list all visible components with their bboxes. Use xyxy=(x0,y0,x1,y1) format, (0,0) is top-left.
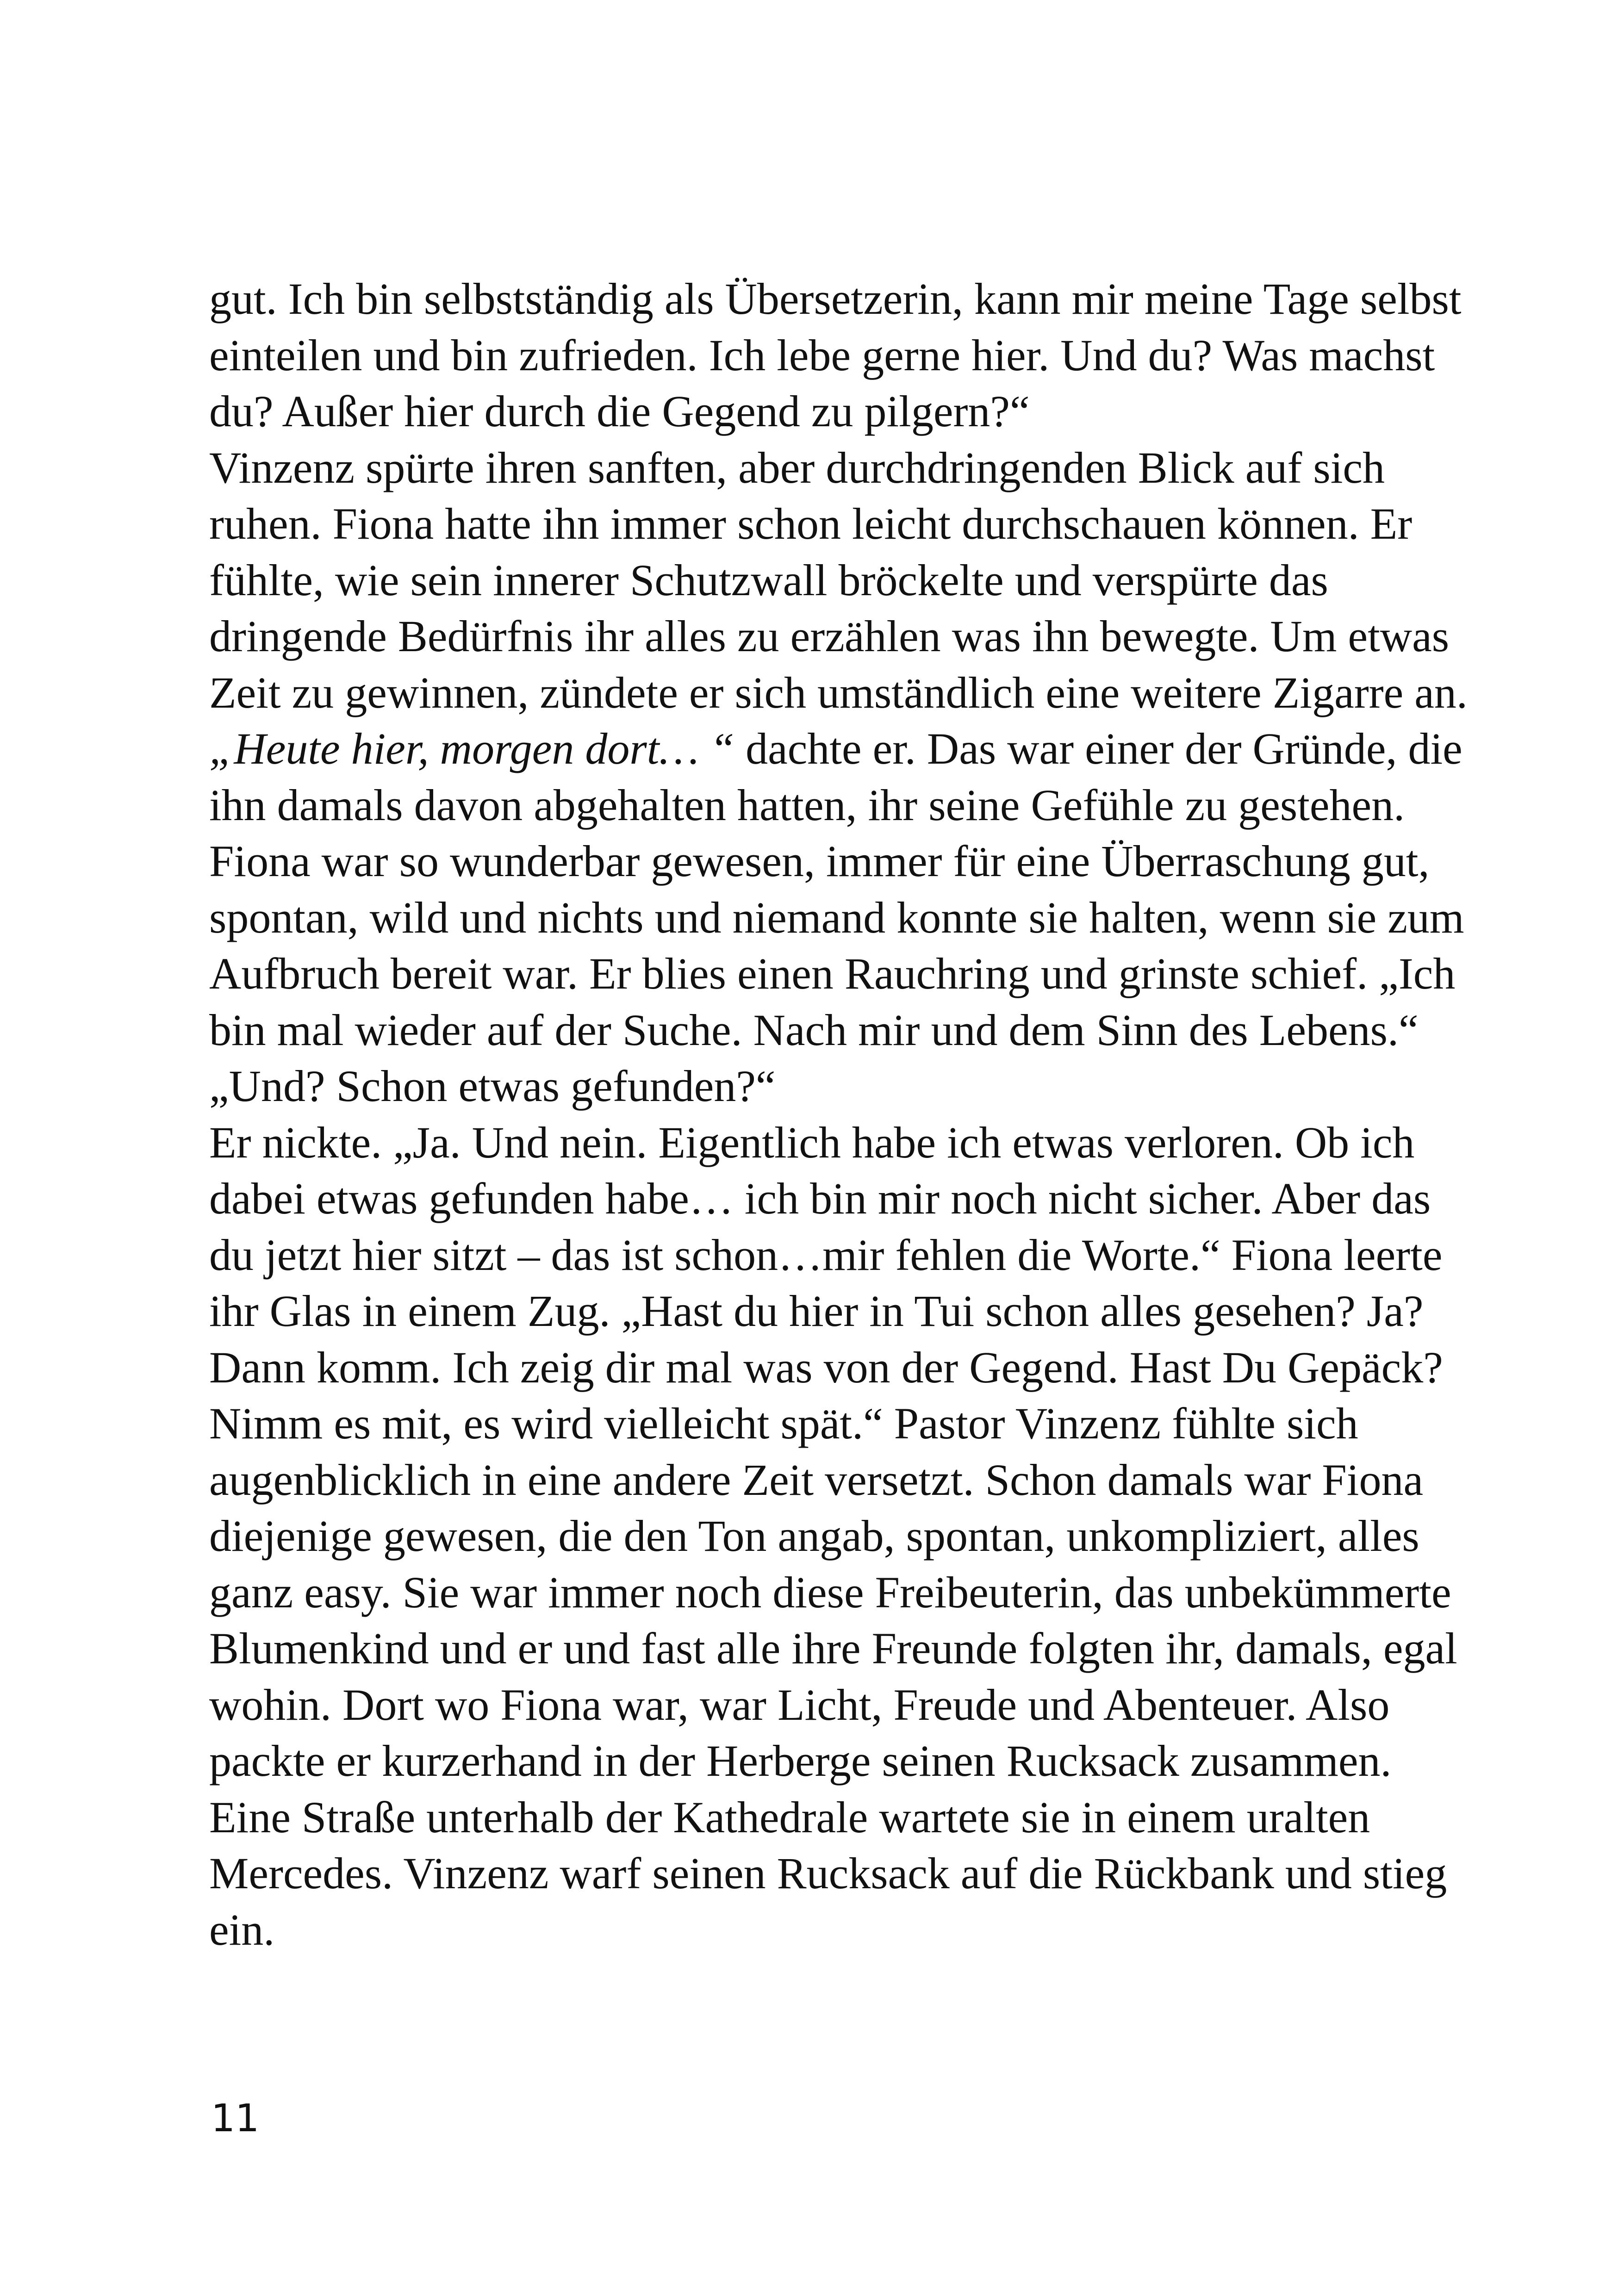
text-line: wohin. Dort wo Fiona war, war Licht, Freude und Abenteuer. Also xyxy=(209,1680,1390,1730)
text-line: Er nickte. „Ja. Und nein. Eigentlich habe ich etwas verloren. Ob ich xyxy=(209,1117,1415,1167)
text-line: „Und? Schon etwas gefunden?“ xyxy=(209,1061,776,1111)
text-line: du? Außer hier durch die Gegend zu pilgern?“ xyxy=(209,386,1030,436)
text-line: ruhen. Fiona hatte ihn immer schon leicht durchschauen können. Er xyxy=(209,499,1413,548)
text-line: ein. xyxy=(209,1904,275,1954)
text-line: du jetzt hier sitzt – das ist schon…mir fehlen die Worte.“ Fiona leerte xyxy=(209,1230,1443,1280)
text-line-rest: dachte er. Das war einer der Gründe, die xyxy=(734,724,1462,773)
text-line: Zeit zu gewinnen, zündete er sich umständlich eine weitere Zigarre an. xyxy=(209,667,1468,717)
text-line: Vinzenz spürte ihren sanften, aber durchdringenden Blick auf sich xyxy=(209,442,1385,492)
text-line: Eine Straße unterhalb der Kathedrale wartete sie in einem uralten xyxy=(209,1792,1370,1842)
text-line: dringende Bedürfnis ihr alles zu erzählen was ihn bewegte. Um etwas xyxy=(209,611,1450,661)
text-line: Aufbruch bereit war. Er blies einen Rauchring und grinste schief. „Ich xyxy=(209,949,1456,998)
text-line: ganz easy. Sie war immer noch diese Freibeuterin, das unbekümmerte xyxy=(209,1567,1451,1617)
text-line: gut. Ich bin selbstständig als Übersetzerin, kann mir meine Tage selbst xyxy=(209,274,1462,324)
body-text xyxy=(209,271,1468,1958)
text-line: diejenige gewesen, die den Ton angab, spontan, unkompliziert, alles xyxy=(209,1511,1419,1561)
text-line: einteilen und bin zufrieden. Ich lebe gerne hier. Und du? Was machst xyxy=(209,330,1435,380)
text-line: packte er kurzerhand in der Herberge seinen Rucksack zusammen. xyxy=(209,1736,1392,1786)
text-line: Mercedes. Vinzenz warf seinen Rucksack auf die Rückbank und stieg xyxy=(209,1848,1447,1898)
text-line: bin mal wieder auf der Suche. Nach mir und dem Sinn des Lebens.“ xyxy=(209,1005,1419,1055)
text-line: Fiona war so wunderbar gewesen, immer für eine Überraschung gut, xyxy=(209,836,1430,886)
text-line: Blumenkind und er und fast alle ihre Freunde folgten ihr, damals, egal xyxy=(209,1624,1457,1673)
text-line: fühlte, wie sein innerer Schutzwall bröckelte und verspürte das xyxy=(209,555,1328,605)
text-line: dabei etwas gefunden habe… ich bin mir noch nicht sicher. Aber das xyxy=(209,1174,1431,1223)
text-line-with-italic xyxy=(209,721,1462,777)
text-line: Dann komm. Ich zeig dir mal was von der Gegend. Hast Du Gepäck? xyxy=(209,1342,1443,1392)
text-line: ihr Glas in einem Zug. „Hast du hier in Tui schon alles gesehen? Ja? xyxy=(209,1286,1424,1336)
page-number: 11 xyxy=(211,2097,260,2140)
text-line: augenblicklich in eine andere Zeit versetzt. Schon damals war Fiona xyxy=(209,1455,1424,1505)
text-line: spontan, wild und nichts und niemand konnte sie halten, wenn sie zum xyxy=(209,892,1464,942)
italic-quote: „Heute hier, morgen dort… “ xyxy=(209,724,735,773)
text-line: Nimm es mit, es wird vielleicht spät.“ Pastor Vinzenz fühlte sich xyxy=(209,1399,1358,1448)
text-line: ihn damals davon abgehalten hatten, ihr seine Gefühle zu gestehen. xyxy=(209,780,1405,830)
